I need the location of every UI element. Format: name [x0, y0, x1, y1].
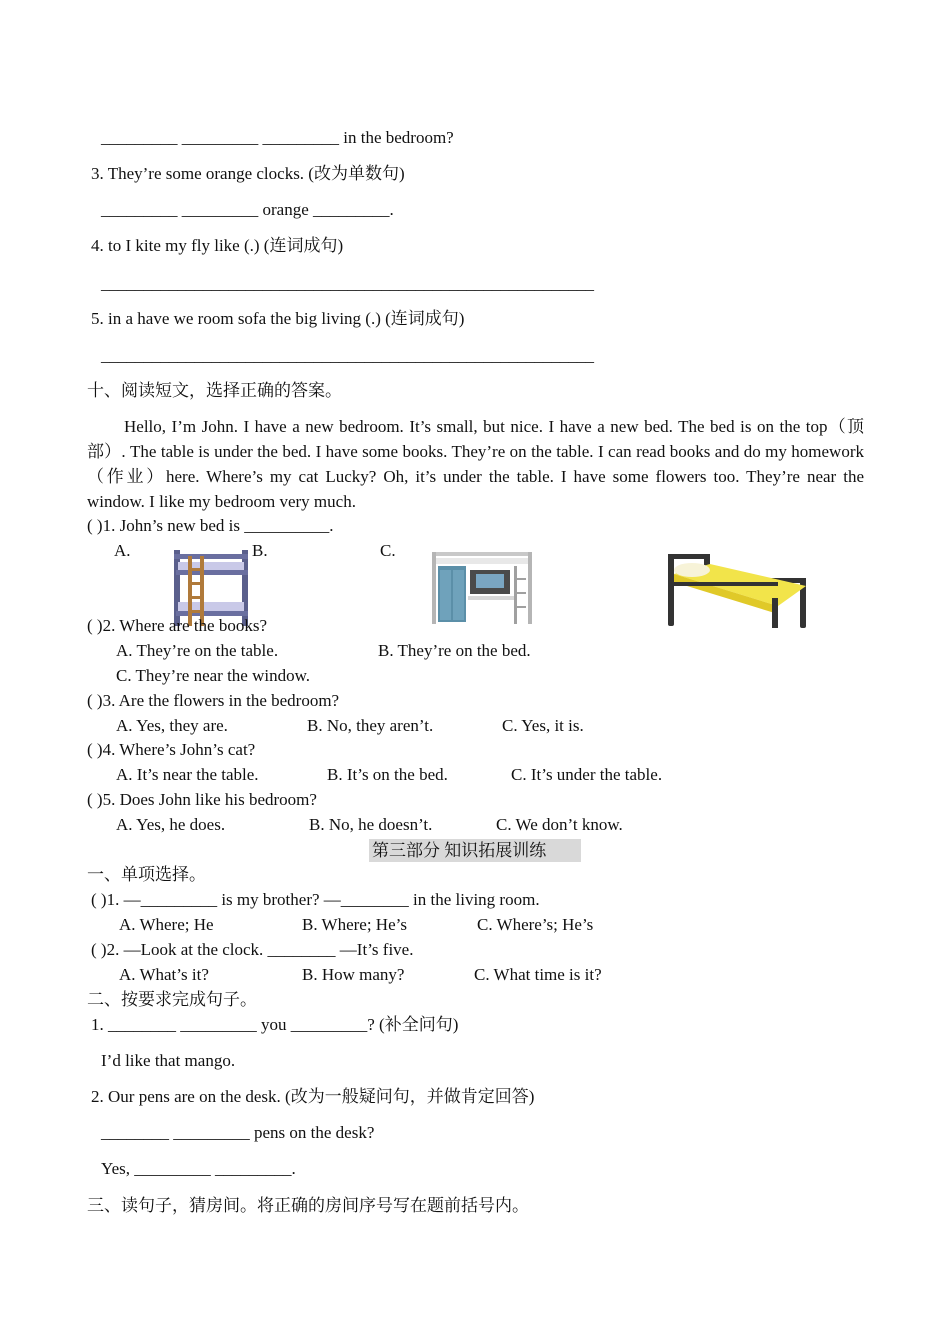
- single-bed-image: [666, 548, 808, 630]
- reading-q2-option-a: A. They’re on the table.: [116, 641, 279, 660]
- reading-q4: ( )4. Where’s John’s cat?: [87, 740, 256, 759]
- choice-q2-option-c: C. What time is it?: [474, 965, 602, 984]
- reading-q1-option-c: C.: [380, 541, 396, 560]
- reading-q3-option-c: C. Yes, it is.: [502, 716, 584, 735]
- reading-q3: ( )3. Are the flowers in the bedroom?: [87, 691, 340, 710]
- passage-text: Hello, I’m John. I have a new bedroom. It’s small, but nice. I have a new bed. The bed is on the top（顶部）. The table is under the bed. I have some books. They’re on the table. I can read books and do my homework（作业）here. Where’s my cat Lucky? Oh, it’s under the table. I have some flowers too. They’re near the window. I like my bedroom very much.: [87, 417, 864, 511]
- choice-q1-option-b: B. Where; He’s: [302, 915, 407, 934]
- reading-passage: [87, 414, 864, 514]
- answer-line-3: _________ _________ orange _________.: [101, 200, 394, 219]
- reading-q5-option-a: A. Yes, he does.: [116, 815, 226, 834]
- reading-q1-option-b: B.: [252, 541, 268, 560]
- reading-q4-option-b: B. It’s on the bed.: [327, 765, 448, 784]
- rewrite-question-4: 4. to I kite my fly like (.) (连词成句): [91, 236, 344, 255]
- part3-section-1-title: 一、单项选择。: [87, 865, 206, 884]
- loft-bed-image: [430, 548, 534, 626]
- complete-q2: 2. Our pens are on the desk. (改为一般疑问句，并做肯定回答): [91, 1087, 535, 1106]
- part3-title: 第三部分 知识拓展训练: [372, 841, 547, 860]
- reading-q5-option-c: C. We don’t know.: [496, 815, 623, 834]
- reading-q4-option-a: A. It’s near the table.: [116, 765, 259, 784]
- reading-q4-option-c: C. It’s under the table.: [511, 765, 663, 784]
- choice-q2-option-b: B. How many?: [302, 965, 405, 984]
- complete-q2-answer: ________ _________ pens on the desk?: [101, 1123, 375, 1142]
- section-10-title: 十、阅读短文，选择正确的答案。: [87, 381, 342, 400]
- reading-q3-option-a: A. Yes, they are.: [116, 716, 228, 735]
- rewrite-question-3: 3. They’re some orange clocks. (改为单数句): [91, 164, 405, 183]
- choice-q2: ( )2. —Look at the clock. ________ —It’s five.: [91, 940, 414, 959]
- choice-q1-option-c: C. Where’s; He’s: [477, 915, 594, 934]
- reading-q3-option-b: B. No, they aren’t.: [307, 716, 434, 735]
- part3-section-2-title: 二、按要求完成句子。: [87, 990, 257, 1009]
- part3-section-3-title: 三、读句子，猜房间。将正确的房间序号写在题前括号内。: [87, 1196, 529, 1215]
- reading-q2-option-c: C. They’re near the window.: [116, 666, 311, 685]
- complete-q2-yes: Yes, _________ _________.: [101, 1159, 296, 1178]
- choice-q1-option-a: A. Where; He: [119, 915, 214, 934]
- complete-q1-response: I’d like that mango.: [101, 1051, 236, 1070]
- reading-q1: ( )1. John’s new bed is __________.: [87, 516, 334, 535]
- choice-q2-option-a: A. What’s it?: [119, 965, 209, 984]
- answer-line-4: __________________________________________________________: [101, 274, 594, 293]
- choice-q1: ( )1. —_________ is my brother? —________ in the living room.: [91, 890, 540, 909]
- reading-q2: ( )2. Where are the books?: [87, 616, 267, 635]
- reading-q5: ( )5. Does John like his bedroom?: [87, 790, 317, 809]
- answer-line-5: __________________________________________________________: [101, 346, 594, 365]
- answer-line-2: _________ _________ _________ in the bedroom?: [101, 128, 454, 147]
- reading-q2-option-b: B. They’re on the bed.: [378, 641, 531, 660]
- complete-q1: 1. ________ _________ you _________? (补全问句): [91, 1015, 459, 1034]
- rewrite-question-5: 5. in a have we room sofa the big living (.) (连词成句): [91, 309, 465, 328]
- reading-q1-option-a: A.: [114, 541, 131, 560]
- reading-q5-option-b: B. No, he doesn’t.: [309, 815, 433, 834]
